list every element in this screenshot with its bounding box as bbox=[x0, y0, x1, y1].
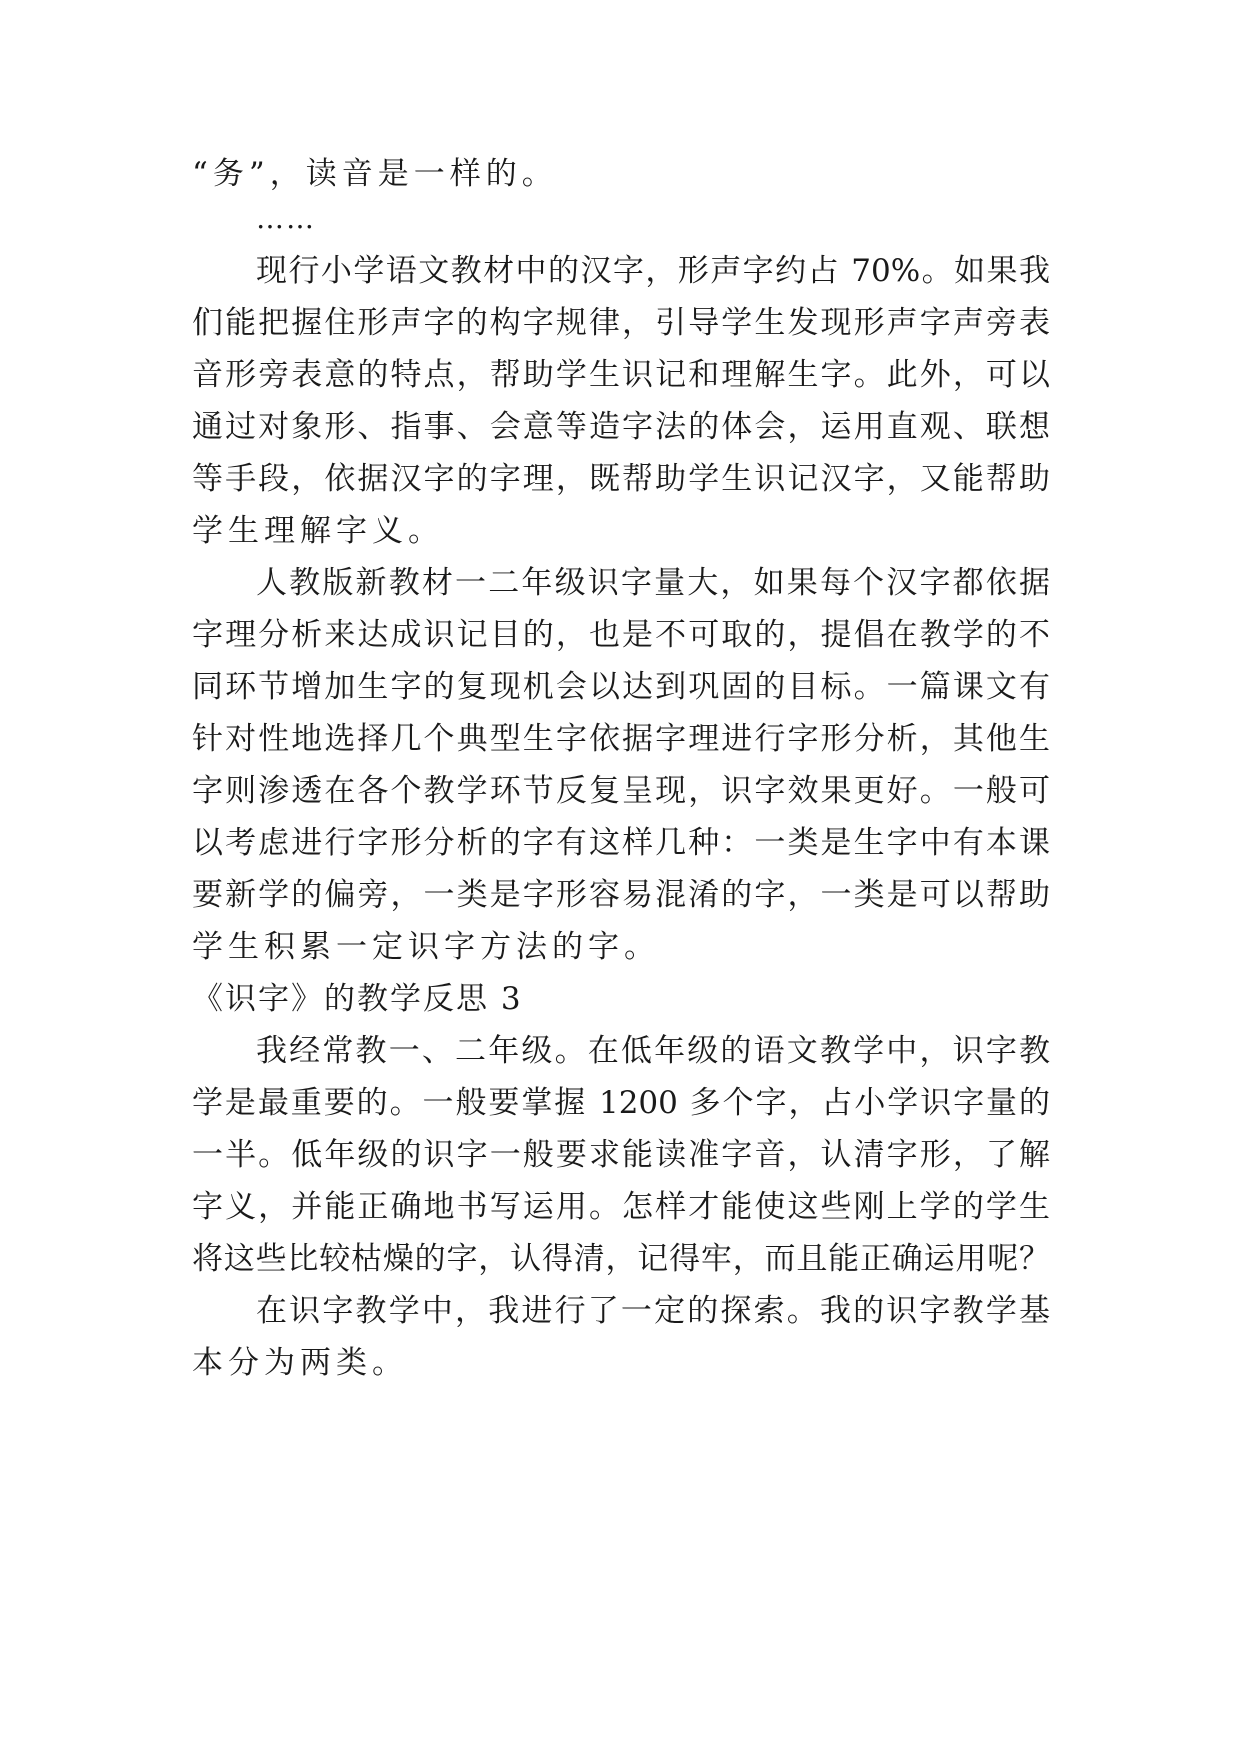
paragraph-4-line-1: 在识字教学中，我进行了一定的探索。我的识字教学基 bbox=[256, 1293, 1050, 1329]
paragraph-2-line-5: 字则渗透在各个教学环节反复呈现，识字效果更好。一般可 bbox=[192, 773, 1050, 809]
paragraph-2-line-7: 要新学的偏旁，一类是字形容易混淆的字，一类是可以帮助 bbox=[192, 877, 1050, 913]
paragraph-3-line-4: 字义，并能正确地书写运用。怎样才能使这些刚上学的学生 bbox=[192, 1189, 1050, 1225]
paragraph-1-line-4: 通过对象形、指事、会意等造字法的体会，运用直观、联想 bbox=[192, 409, 1050, 445]
paragraph-2-line-1: 人教版新教材一二年级识字量大，如果每个汉字都依据 bbox=[256, 565, 1050, 601]
paragraph-1-line-3: 音形旁表意的特点，帮助学生识记和理解生字。此外，可以 bbox=[192, 357, 1050, 393]
paragraph-2-line-8: 学生积累一定识字方法的字。 bbox=[192, 929, 660, 965]
paragraph-3-line-3: 一半。低年级的识字一般要求能读准字音，认清字形，了解 bbox=[192, 1137, 1050, 1173]
paragraph-3-line-5: 将这些比较枯燥的字，认得清，记得牢，而且能正确运用呢？ bbox=[192, 1241, 1050, 1277]
paragraph-2-line-3: 同环节增加生字的复现机会以达到巩固的目标。一篇课文有 bbox=[192, 669, 1050, 705]
paragraph-1-line-1: 现行小学语文教材中的汉字，形声字约占 70%。如果我 bbox=[256, 253, 1050, 289]
paragraph-1-line-6: 学生理解字义。 bbox=[192, 513, 444, 549]
paragraph-2-line-2: 字理分析来达成识记目的，也是不可取的，提倡在教学的不 bbox=[192, 617, 1050, 653]
paragraph-2-line-6: 以考虑进行字形分析的字有这样几种：一类是生字中有本课 bbox=[192, 825, 1050, 861]
paragraph-1-line-5: 等手段，依据汉字的字理，既帮助学生识记汉字，又能帮助 bbox=[192, 461, 1050, 497]
section-title: 《识字》的教学反思 3 bbox=[192, 981, 523, 1017]
paragraph-1-line-2: 们能把握住形声字的构字规律，引导学生发现形声字声旁表 bbox=[192, 305, 1050, 341]
paragraph-2-line-4: 针对性地选择几个典型生字依据字理进行字形分析，其他生 bbox=[192, 721, 1050, 757]
paragraph-4-line-2: 本分为两类。 bbox=[192, 1345, 408, 1381]
paragraph-3-line-2: 学是最重要的。一般要掌握 1200 多个字，占小学识字量的 bbox=[192, 1085, 1050, 1121]
text-line: “务”，读音是一样的。 bbox=[192, 156, 558, 192]
ellipsis-line: …… bbox=[256, 202, 316, 235]
paragraph-3-line-1: 我经常教一、二年级。在低年级的语文教学中，识字教 bbox=[256, 1033, 1050, 1069]
